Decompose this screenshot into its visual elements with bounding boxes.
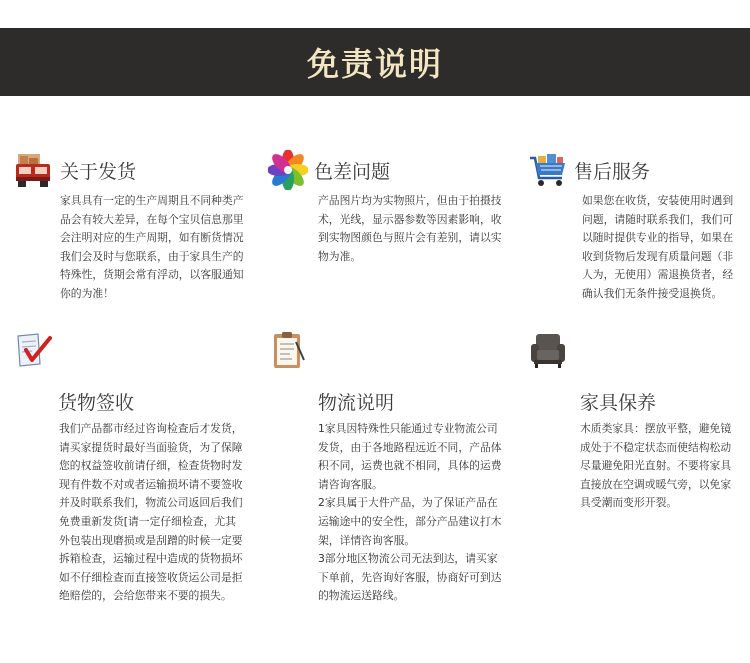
section-logistics xyxy=(268,330,518,603)
section-text: 我们产品都市经过咨询检查后才发货， 请买家提货时最好当面验货，为了保障 您的权益签收前请仔细，检查货物时发 现有件数不对或者运输损坏请不要签收 并及时联系我们，物流公司返回后我们 免费重新发货[请一定仔细检查，尤其 外包装出现磨损或是刮蹭的时候一定要 拆箱检查，运输过程中造成的货物损坏 如不仔细检查而直接签收货运公司是拒 绝赔偿的，会给您带来不要的损失。 xyxy=(59,422,243,603)
section-title: 货物签收 xyxy=(58,392,135,414)
page-title: 免责说明 xyxy=(306,45,443,83)
section-title: 物流说明 xyxy=(318,392,395,414)
section-text: 如果您在收货，安装使用时遇到 问题，请随时联系我们，我们可 以随时提供专业的指导，如果在 收到货物后发现有质量问题（非 人为，无使用）需退换货者，经 确认我们无条件接受退换货。 xyxy=(582,194,734,300)
section-after-sales xyxy=(528,150,746,304)
section-header xyxy=(268,150,518,190)
color-wheel-icon xyxy=(268,150,308,190)
header-banner xyxy=(0,28,750,96)
armchair-icon xyxy=(528,330,746,370)
checkmark-document-icon xyxy=(14,330,254,370)
section-text: 家具具有一定的生产周期且不同种类产 品会有较大差异，在每个宝贝信息那里 会注明对应的生产周期，如有断货情况 我们会及时与您联系，由于家具生产的 特殊性，货期会常有浮动，以客服通知 你的为准！ xyxy=(60,194,244,300)
section-shipping xyxy=(14,150,252,304)
section-title: 色差问题 xyxy=(314,160,391,183)
clipboard-icon xyxy=(268,330,518,370)
section-text: 1家具因特殊性只能通过专业物流公司 发货，由于各地路程远近不同，产品体 积不同，运费也就不相同，具体的运费 请咨询客服。 2家具属于大件产品，为了保证产品在 运输途中的安全性，部分产品建议打木 架，详情咨询客服。 3部分地区物流公司无法到达，请买家 下单前，先咨询好客服，协商好可到达 的物流运送路线。 xyxy=(318,422,502,603)
section-title: 关于发货 xyxy=(60,160,137,183)
shopping-cart-icon xyxy=(528,150,568,190)
section-header xyxy=(14,150,252,190)
delivery-truck-icon xyxy=(14,150,54,190)
section-maintenance xyxy=(528,330,746,510)
section-receipt xyxy=(14,330,254,603)
section-title: 家具保养 xyxy=(580,392,657,414)
section-text: 产品图片均为实物照片，但由于拍摄技 术，光线，显示器参数等因素影响，收 到实物图颜色与照片会有差别，请以实 物为准。 xyxy=(318,194,502,263)
section-color-difference xyxy=(268,150,518,266)
section-header xyxy=(528,150,746,190)
section-text: 木质类家具：摆放平整，避免镜 成处于不稳定状态而使结构松动 尽量避免阳光直射。不要将家具 直接放在空调或暖气旁，以免家 具受潮而变形开裂。 xyxy=(580,422,732,510)
section-title: 售后服务 xyxy=(574,160,651,183)
